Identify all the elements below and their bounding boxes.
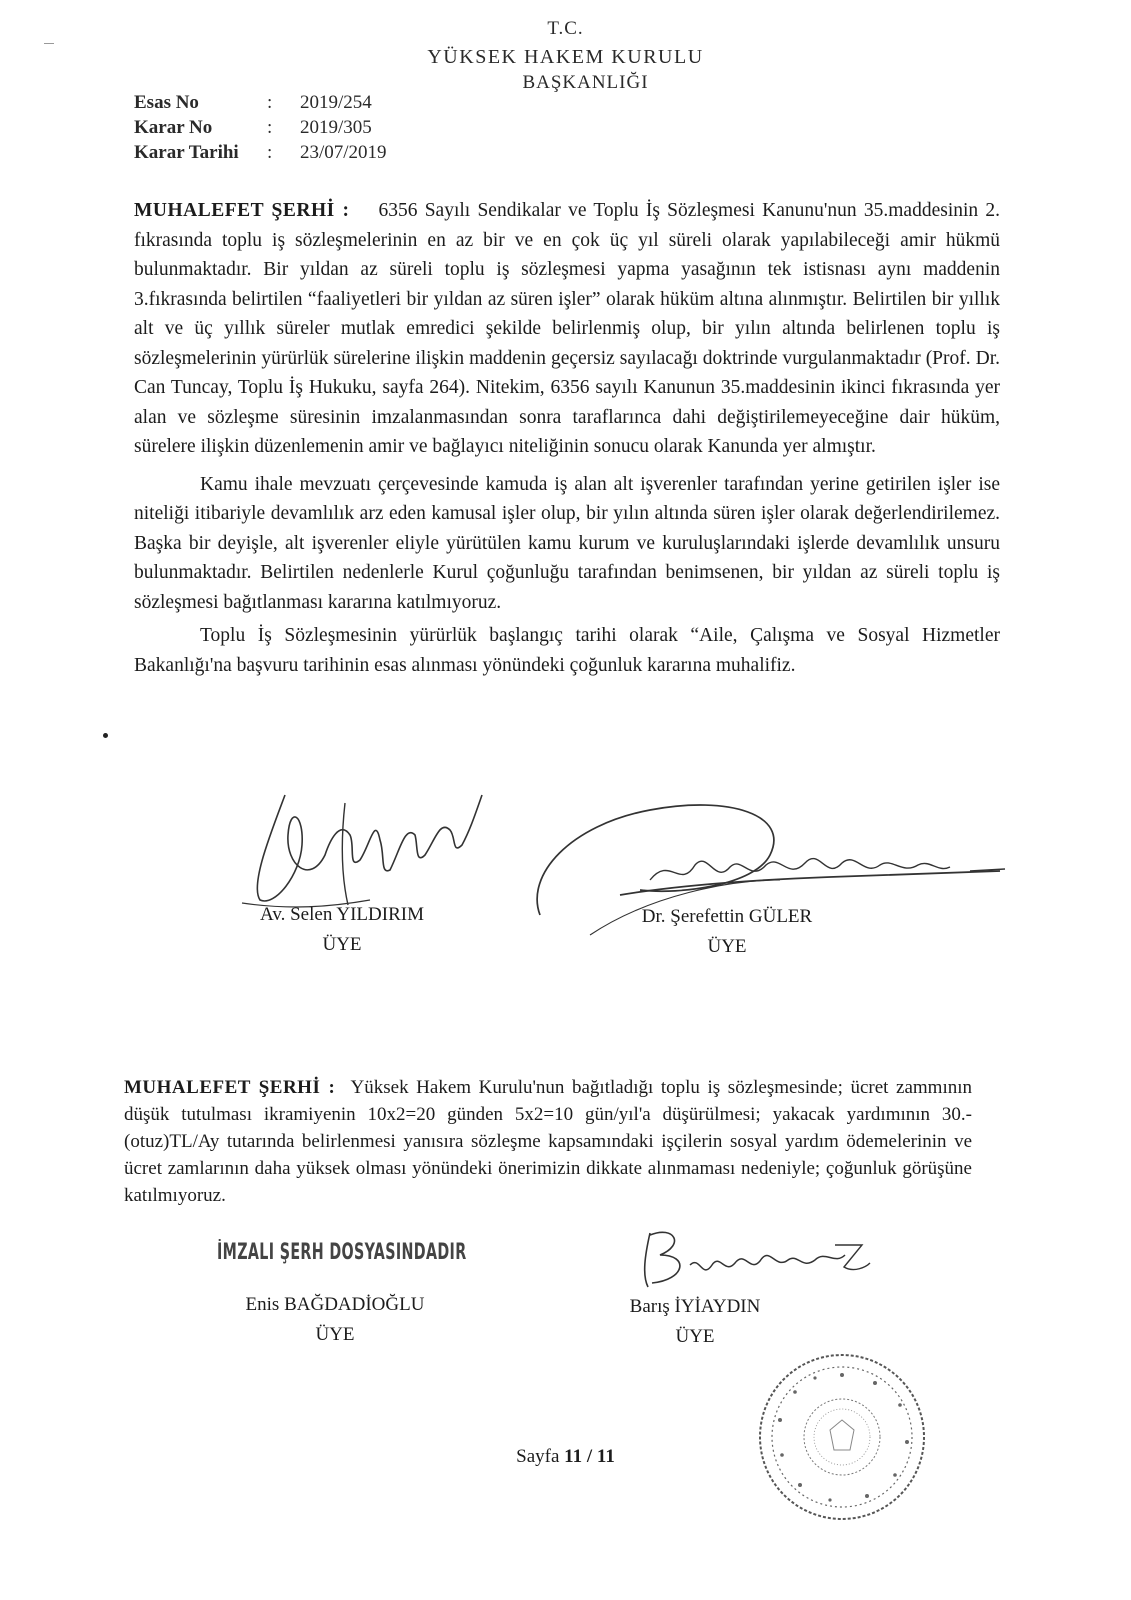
signatory-4-role: ÜYE	[675, 1326, 715, 1347]
signature-baris-iyiaydin	[630, 1225, 880, 1295]
dissent-2-paragraph: MUHALEFET ŞERHİ : Yüksek Hakem Kurulu'nun bağıtladığı toplu iş sözleşmesinde; ücret zammının düşük tutulması ikramiyenin 10x2=20 günden 5x2=10 gün/yıl'a düşürülmesi; yakacak yardımının 30.-(otuz)TL/Ay tutarında belirlenmesi yanısıra sözleşme kapsamındaki işçilerin sosyal yardım ödemelerinin ve ücret zamlarının daha yüksek olması yönündeki önerimizin dikkate alınmaması nedeniyle; çoğunluk görüşüne katılmıyoruz.	[124, 1077, 973, 1206]
header-department: BAŞKANLIĞI	[522, 72, 649, 93]
signatory-2-name: Dr. Şerefettin GÜLER	[641, 906, 813, 927]
signatory-3-role: ÜYE	[315, 1324, 355, 1345]
scan-dot-mark	[103, 733, 108, 738]
esas-no-value: 2019/254	[300, 92, 372, 113]
dissent-1-heading: MUHALEFET ŞERHİ :	[134, 200, 350, 221]
signatory-2-role: ÜYE	[707, 936, 747, 957]
signature-selen-yildirim	[230, 775, 490, 915]
signatory-1-name: Av. Selen YILDIRIM	[260, 904, 424, 925]
dissent-2-heading: MUHALEFET ŞERHİ :	[124, 1077, 336, 1098]
case-metadata	[134, 90, 387, 165]
signatory-4-block	[590, 1292, 800, 1352]
signatory-1-role: ÜYE	[322, 934, 362, 955]
meta-row-esas: Esas No : 2019/254	[134, 92, 372, 113]
header-tc: T.C.	[547, 18, 584, 39]
scan-line-mark	[44, 43, 54, 44]
meta-row-tarih: Karar Tarihi : 23/07/2019	[134, 142, 387, 163]
karar-tarihi-value: 23/07/2019	[300, 142, 387, 163]
dissent-section-2	[124, 1074, 972, 1209]
signed-annotation-stamp: İMZALI ŞERH DOSYASINDADIR	[217, 1240, 467, 1265]
signatory-4-name: Barış İYİAYDIN	[629, 1296, 761, 1317]
dissent-1-paragraph-1: MUHALEFET ŞERHİ : 6356 Sayılı Sendikalar ve Toplu İş Sözleşmesi Kanunu'nun 35.maddesinin 2. fıkrasında toplu iş sözleşmelerinin en az bir ve en çok üç yıl süreli olarak yapılabileceği amir hükmü bulunmaktadır. Bir yıldan az süreli toplu iş sözleşmesi yapma yasağının tek istisnası aynı maddenin 3.fıkrasında belirtilen “faaliyetleri bir yıldan az süren işler” olarak hüküm altına alınmıştır. Belirtilen bir yıllık alt ve üç yıllık süreler mutlak emredici şekilde belirlenmiş olup, bir yılın altında belirlenen toplu iş sözleşmelerinin yürürlük sürelerine ilişkin maddenin geçersiz sayılacağı doktrinde vurgulanmaktadır (Prof. Dr. Can Tuncay, Toplu İş Hukuku, sayfa 264). Nitekim, 6356 sayılı Kanunun 35.maddesinin ikinci fıkrasında yer alan ve sözleşme süresinin imzalanmasından sonra taraflarınca dahi değiştirilemeyeceğine dair hüküm, sürelere ilişkin düzenlemenin amir ve bağlayıcı niteliğinin sonucu olarak Kanunda yer almıştır.	[134, 200, 1001, 457]
signatory-2-block	[612, 902, 842, 962]
dissent-1-paragraph-2: Kamu ihale mevzuatı çerçevesinde kamuda iş alan alt işverenler tarafından yerine getirilen işler ise niteliği itibariyle devamlılık arz eden kamusal işler olup, bir yılın altında süren işler olarak değerlendirilemez. Başka bir deyişle, alt işverenler eliyle yürütülen kamu kurum ve kuruluşlarındaki işlerde devamlılık unsuru bulunmaktadır. Belirtilen nedenlerle Kurul çoğunluğu tarafından benimsenen, bir yıldan az süreli toplu iş sözleşmesi bağıtlanması kararına katılmıyoruz.	[134, 473, 1000, 613]
karar-no-value: 2019/305	[300, 117, 372, 138]
dissent-1-paragraph-3: Toplu İş Sözleşmesinin yürürlük başlangıç tarihi olarak “Aile, Çalışma ve Sosyal Hizmetler Bakanlığı'na başvuru tarihinin esas alınması yönündeki çoğunluk kararına muhalifiz.	[134, 625, 1000, 676]
dissent-section-1	[134, 196, 1000, 680]
signatory-3-name: Enis BAĞDADİOĞLU	[245, 1294, 425, 1315]
meta-row-karar: Karar No : 2019/305	[134, 117, 372, 138]
header-institution: YÜKSEK HAKEM KURULU	[427, 46, 704, 68]
signatory-3-block	[220, 1290, 450, 1350]
official-seal	[755, 1350, 930, 1525]
signatory-1-block	[232, 900, 452, 960]
page-number-value: 11 / 11	[564, 1446, 615, 1467]
page-number: Sayfa 11 / 11	[516, 1446, 615, 1467]
